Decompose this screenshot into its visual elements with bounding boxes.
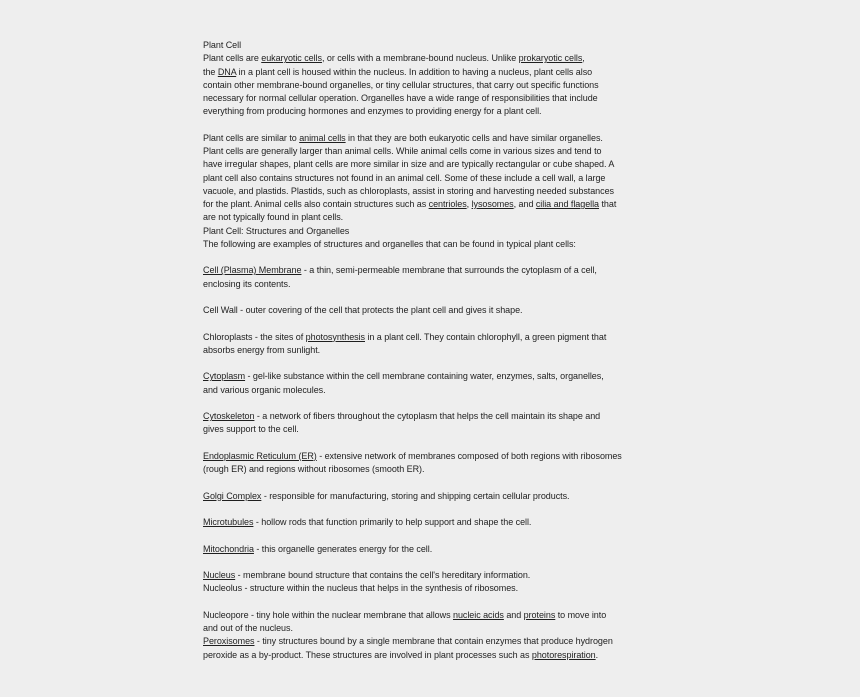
hyperlink[interactable]: centrioles (428, 199, 467, 209)
text-run: Chloroplasts - the sites of (203, 331, 306, 342)
text-line (203, 649, 673, 662)
text-line (203, 331, 673, 344)
hyperlink[interactable]: proteins (523, 609, 556, 620)
hyperlink[interactable]: Endoplasmic Reticulum (ER) (203, 450, 317, 461)
text-run: , or cells with a membrane-bound nucleus. Unlike (321, 53, 519, 64)
text-run: Plant Cell (203, 40, 242, 50)
text-run: are not typically found in plant cells. (203, 212, 344, 223)
text-run: . (595, 649, 599, 660)
text-run: Cell Wall - outer covering of the cell that protects the plant cell and gives it shape. (203, 305, 523, 315)
text-line (203, 450, 673, 463)
text-line (203, 198, 673, 211)
text-line (203, 516, 673, 529)
hyperlink[interactable]: animal cells (299, 132, 346, 143)
text-run: Nucleolus - structure within the nucleus that helps in the synthesis of ribosomes. (203, 583, 519, 594)
hyperlink[interactable]: cilia and flagella (535, 199, 600, 209)
text-run: - this organelle generates energy for the cell. (253, 543, 433, 554)
paragraph-gap (203, 529, 673, 542)
hyperlink[interactable]: prokaryotic cells (518, 53, 583, 64)
text-run: , (582, 53, 585, 64)
hyperlink[interactable]: Cell (Plasma) Membrane (203, 265, 302, 276)
paragraph-gap (203, 503, 673, 516)
text-line (203, 66, 673, 79)
hyperlink[interactable]: photorespiration (531, 649, 596, 660)
text-run: - membrane bound structure that contains the cell's hereditary information. (235, 570, 531, 580)
text-line (203, 423, 673, 436)
text-line (203, 158, 673, 171)
text-run: and (503, 609, 524, 620)
text-line (203, 635, 673, 648)
paragraph-gap (203, 251, 673, 264)
text-run: the (203, 66, 218, 77)
text-run: - a network of fibers throughout the cytoplasm that helps the cell maintain its shape and (254, 411, 601, 421)
text-line (203, 410, 673, 423)
text-run: enclosing its contents. (203, 278, 291, 289)
text-run: , and (513, 199, 536, 209)
text-run: - hollow rods that function primarily to help support and shape the cell. (253, 517, 532, 527)
text-run: peroxide as a by-product. These structures are involved in plant processes such as (203, 649, 532, 660)
text-line (203, 278, 673, 291)
hyperlink[interactable]: Peroxisomes (203, 636, 255, 647)
paragraph-gap (203, 119, 673, 132)
text-run: for the plant. Animal cells also contain structures such as (203, 199, 429, 209)
text-run: Plant cells are similar to (203, 132, 300, 143)
text-run: - a thin, semi-permeable membrane that surrounds the cytoplasm of a cell, (301, 265, 597, 276)
text-run: necessary for normal cellular operation. Organelles have a wide range of responsibilities that include (203, 93, 598, 103)
paragraph-gap (203, 476, 673, 489)
text-line (203, 384, 673, 397)
text-run: Nucleopore - tiny hole within the nuclear membrane that allows (203, 609, 453, 620)
text-run: (rough ER) and regions without ribosomes (smooth ER). (203, 464, 425, 474)
hyperlink[interactable]: nucleic acids (452, 609, 504, 620)
text-run: in that they are both eukaryotic cells and have similar organelles. (345, 132, 603, 143)
text-run: The following are examples of structures and organelles that can be found in typical plant cells: (203, 238, 576, 249)
text-line (203, 211, 673, 224)
text-run: plant cell also contains structures not found in an animal cell. Some of these include a cell wall, a large (203, 172, 606, 183)
text-line (203, 490, 673, 503)
paragraph-gap (203, 291, 673, 304)
text-line (203, 225, 673, 238)
hyperlink[interactable]: Cytoplasm (203, 371, 246, 382)
text-line (203, 304, 673, 317)
text-run: vacuole, and plastids. Plastids, such as chloroplasts, assist in storing and harvesting needed substances (203, 185, 614, 196)
hyperlink[interactable]: DNA (217, 66, 237, 77)
text-line (203, 463, 673, 476)
text-line (203, 543, 673, 556)
text-run: have irregular shapes, plant cells are more similar in size and are typically rectangular or cube shaped. A (203, 159, 615, 170)
text-run: and out of the nucleus. (203, 623, 293, 633)
hyperlink[interactable]: Microtubules (203, 517, 254, 527)
text-run: in a plant cell. They contain chlorophyll, a green pigment that (365, 331, 607, 342)
hyperlink[interactable]: lysosomes (471, 199, 514, 209)
text-line (203, 370, 673, 383)
text-line (203, 264, 673, 277)
text-line (203, 79, 673, 92)
document-body (203, 39, 673, 662)
text-run: - tiny structures bound by a single membrane that contain enzymes that produce hydrogen (254, 636, 613, 647)
text-run: and various organic molecules. (203, 384, 326, 395)
text-line (203, 145, 673, 158)
text-run: - gel-like substance within the cell membrane containing water, enzymes, salts, organelles, (245, 371, 604, 382)
text-run: absorbs energy from sunlight. (203, 344, 321, 355)
text-line (203, 622, 673, 635)
text-line (203, 344, 673, 357)
text-run: that (599, 199, 617, 209)
text-run: contain other membrane-bound organelles, or tiny cellular structures, that carry out specific functions (203, 79, 599, 90)
text-line (203, 132, 673, 145)
text-line (203, 185, 673, 198)
text-run: Plant cells are generally larger than animal cells. While animal cells come in various sizes and tend to (203, 146, 602, 156)
text-line (203, 172, 673, 185)
text-line (203, 92, 673, 105)
text-line (203, 569, 673, 582)
hyperlink[interactable]: Golgi Complex (203, 490, 262, 501)
hyperlink[interactable]: Cytoskeleton (203, 411, 255, 421)
text-run: to move into (555, 609, 607, 620)
text-run: in a plant cell is housed within the nucleus. In addition to having a nucleus, plant cells also (236, 66, 593, 77)
text-line (203, 52, 673, 65)
paragraph-gap (203, 596, 673, 609)
paragraph-gap (203, 556, 673, 569)
text-run: Plant Cell: Structures and Organelles (203, 225, 350, 236)
text-run: gives support to the cell. (203, 424, 299, 435)
hyperlink[interactable]: photosynthesis (305, 331, 365, 342)
text-line (203, 105, 673, 118)
text-run: everything from producing hormones and enzymes to providing energy for a plant cell. (203, 106, 542, 117)
text-line (203, 582, 673, 595)
text-run: Plant cells are (203, 53, 262, 64)
hyperlink[interactable]: eukaryotic cells (261, 53, 322, 64)
hyperlink[interactable]: Mitochondria (203, 543, 254, 554)
paragraph-gap (203, 317, 673, 330)
paragraph-gap (203, 437, 673, 450)
text-line (203, 238, 673, 251)
text-run: - extensive network of membranes composed of both regions with ribosomes (316, 450, 622, 461)
text-run: , (466, 199, 472, 209)
text-run: - responsible for manufacturing, storing and shipping certain cellular products. (261, 490, 570, 501)
paragraph-gap (203, 397, 673, 410)
text-line (203, 609, 673, 622)
hyperlink[interactable]: Nucleus (203, 570, 236, 580)
paragraph-gap (203, 357, 673, 370)
page-title (203, 39, 673, 52)
